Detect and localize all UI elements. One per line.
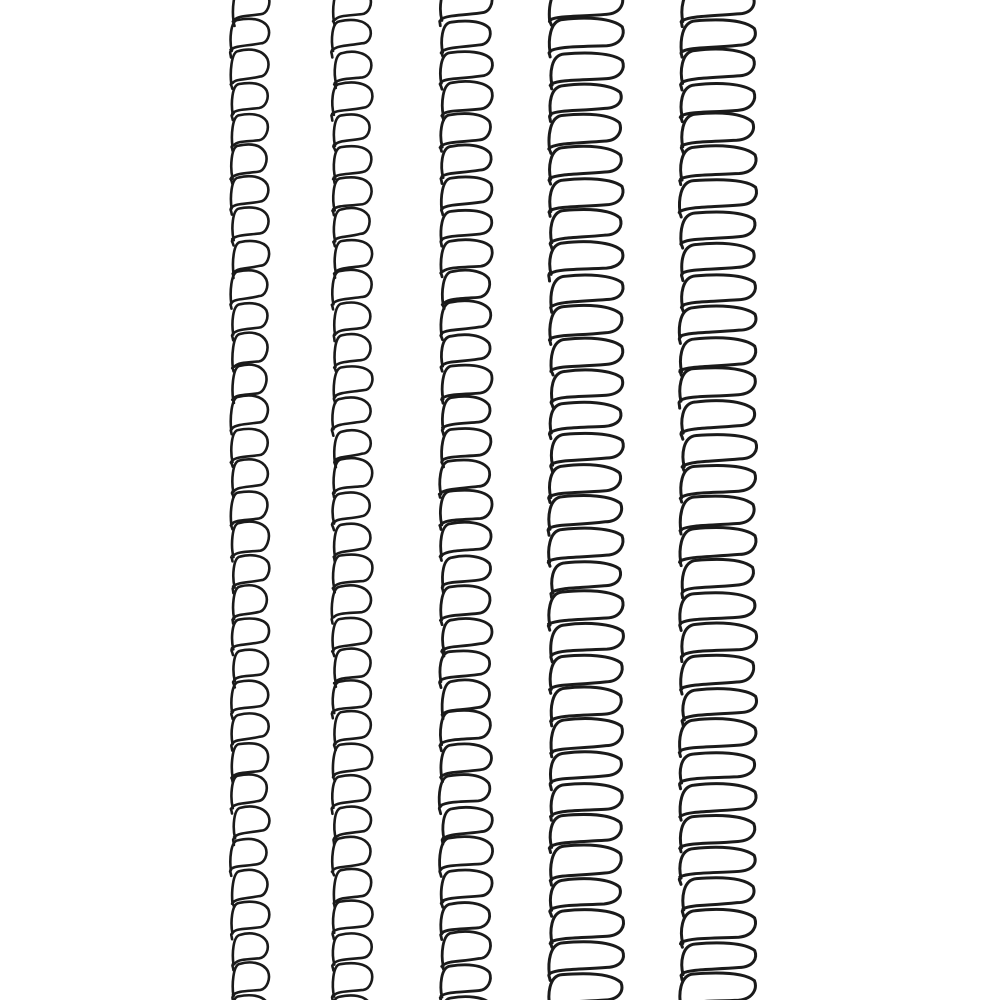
wire-connector	[681, 655, 683, 662]
wire-connector	[440, 996, 441, 1000]
wire-connector	[232, 964, 233, 971]
wire-connector	[331, 50, 332, 58]
wire-connector	[549, 51, 551, 57]
wire-connector	[441, 333, 443, 339]
wire-connector	[681, 82, 683, 90]
wire-connector	[230, 302, 231, 308]
wire-connector	[549, 973, 550, 980]
wire-connector	[332, 807, 333, 814]
wire-connector	[680, 942, 682, 947]
wire-connector	[551, 370, 553, 375]
wire-connector	[550, 782, 551, 790]
wire-connector	[549, 178, 551, 184]
wire-connector	[549, 210, 550, 216]
wire-connector	[681, 432, 683, 439]
wire-connector	[682, 591, 684, 598]
wire-connector	[231, 524, 233, 529]
wire-connector	[440, 146, 442, 151]
wire-connector	[551, 400, 553, 407]
wire-connector	[332, 303, 334, 309]
wire-connector	[232, 239, 234, 245]
wire-connector	[334, 366, 336, 371]
wire-connector	[680, 529, 682, 534]
wire-connector	[551, 306, 552, 313]
wire-connector	[549, 339, 550, 345]
wire-connector	[334, 333, 335, 341]
wire-connector	[681, 51, 682, 57]
wire-connector	[680, 370, 682, 375]
wire-connector	[550, 242, 552, 250]
wire-connector	[681, 146, 683, 153]
wire-connector	[232, 113, 234, 120]
wire-connector	[231, 207, 232, 214]
wire-connector	[333, 491, 334, 497]
wire-connector	[441, 271, 442, 276]
wire-connector	[550, 84, 552, 89]
wire-connector	[550, 879, 552, 885]
wire-connector	[440, 555, 441, 561]
wire-connector	[332, 428, 334, 436]
wire-connector	[679, 877, 681, 884]
wire-connector	[440, 82, 442, 89]
wire-connector	[680, 561, 682, 566]
wire-connector	[441, 365, 443, 371]
wire-connector	[551, 815, 553, 821]
wire-connector	[680, 497, 681, 502]
wire-connector	[680, 179, 682, 185]
wire-connector	[332, 932, 333, 940]
wire-connector	[681, 306, 683, 312]
wire-connector	[549, 846, 550, 852]
wire-connector	[682, 465, 684, 470]
wire-connector	[548, 561, 550, 566]
wire-connector	[332, 995, 333, 1000]
wire-connector	[548, 528, 549, 535]
wire-connector	[441, 901, 443, 907]
wire-connector	[232, 333, 233, 340]
wire-connector	[680, 847, 681, 852]
wire-connector	[442, 428, 444, 435]
wire-connector	[551, 752, 553, 757]
wire-connector	[681, 242, 683, 248]
wire-connector	[231, 428, 233, 434]
wire-connector	[680, 116, 682, 122]
wire-connector	[681, 20, 682, 26]
wire-connector	[441, 239, 442, 246]
wire-connector	[440, 869, 442, 877]
wire-connector	[550, 688, 552, 693]
wire-connector	[680, 623, 682, 631]
wire-connector	[679, 336, 681, 343]
wire-connector	[549, 114, 550, 121]
wire-connector	[442, 398, 443, 403]
wire-connector	[681, 688, 683, 694]
wire-connector	[439, 806, 441, 814]
wire-connector	[680, 815, 681, 820]
wire-connector	[439, 493, 441, 498]
wire-connector	[231, 556, 232, 562]
wire-connector	[332, 617, 333, 623]
wire-connector	[441, 208, 443, 215]
wire-connector	[231, 743, 233, 751]
wire-connector	[440, 743, 442, 750]
wire-connector	[230, 869, 231, 876]
wire-connector	[333, 178, 335, 184]
wire-connector	[549, 432, 551, 439]
wire-connector	[549, 496, 550, 502]
wire-connector	[679, 782, 681, 789]
wire-connector	[232, 367, 233, 372]
wire-connector	[441, 933, 443, 940]
wire-connector	[440, 619, 442, 625]
wire-connector	[550, 942, 552, 947]
wire-connector	[441, 51, 443, 56]
wire-connector	[549, 20, 551, 25]
wire-connector	[679, 211, 681, 217]
wire-connector	[231, 932, 233, 939]
wire-connector	[682, 909, 683, 917]
wire-connector	[441, 176, 442, 183]
wire-connector	[679, 400, 681, 408]
wire-connector	[440, 524, 442, 530]
wire-connector	[550, 909, 552, 916]
wire-connector	[549, 273, 550, 281]
wire-connector	[332, 209, 333, 215]
wire-connector	[551, 654, 553, 662]
wire-connector	[549, 147, 551, 153]
wire-connector	[332, 712, 333, 718]
wire-connector	[231, 712, 233, 719]
wire-connector	[551, 720, 552, 726]
wire-connector	[231, 648, 233, 655]
wire-connector	[231, 807, 233, 813]
wire-connector	[439, 680, 441, 687]
wire-connector	[331, 114, 332, 121]
wire-connector	[231, 83, 233, 89]
wire-connector	[333, 240, 335, 246]
wire-connector	[681, 273, 682, 281]
wire-connector	[548, 624, 550, 630]
wire-connector	[679, 751, 680, 757]
